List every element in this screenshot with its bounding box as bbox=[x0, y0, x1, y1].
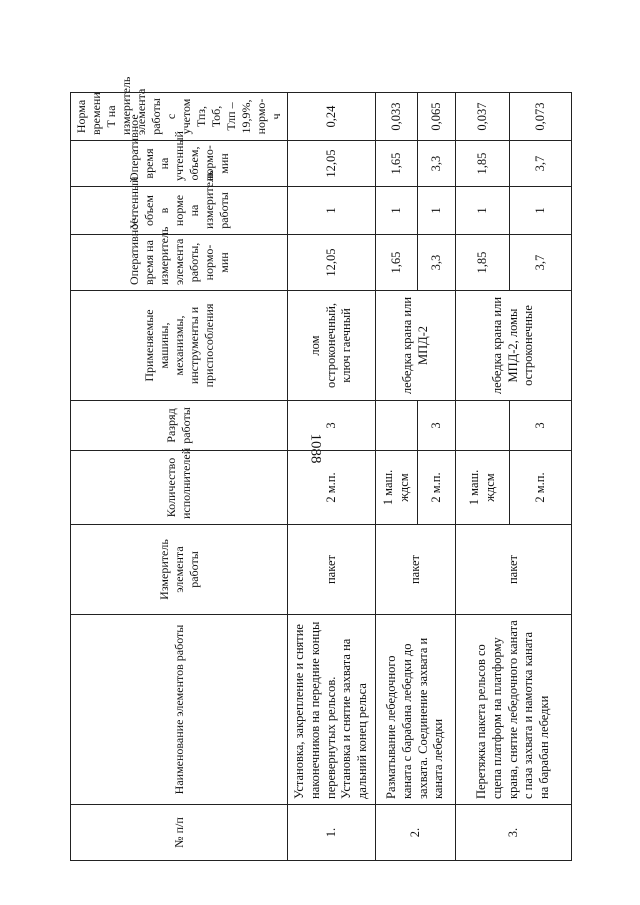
header-op-time-counted: Оперативное время на учтенный объем, нормо-мин bbox=[71, 141, 288, 187]
header-meter: Измеритель элемента работы bbox=[71, 525, 288, 615]
header-norm-time: Норма времени Т на измеритель элемента работы с учетом Тпз, Тоб, Тлп – 19,9%, нормо-ч bbox=[71, 93, 288, 141]
row-op-time-meter: 3,3 bbox=[418, 235, 456, 291]
row-performers: 2 м.п. bbox=[418, 451, 456, 525]
table-container bbox=[70, 76, 551, 861]
row-norm-time: 0,24 bbox=[288, 93, 376, 141]
row-op-time-counted: 3,3 bbox=[418, 141, 456, 187]
header-name: Наименование элементов работы bbox=[71, 615, 288, 805]
row-performers: 2 м.п. bbox=[288, 451, 376, 525]
row-count-in-norm: 1 bbox=[456, 187, 510, 235]
row-machines: лебедка крана или МПД-2 bbox=[376, 291, 456, 401]
table-row bbox=[376, 93, 418, 861]
row-norm-time: 0,033 bbox=[376, 93, 418, 141]
row-count-in-norm: 1 bbox=[376, 187, 418, 235]
row-num: 3. bbox=[456, 805, 572, 861]
row-op-time-counted: 3,7 bbox=[510, 141, 572, 187]
header-count-in-norm: Учтенный объем в норме на измеритель работы bbox=[71, 187, 288, 235]
row-performers: 1 маш. ждсм bbox=[376, 451, 418, 525]
row-num: 1. bbox=[288, 805, 376, 861]
row-norm-time: 0,073 bbox=[510, 93, 572, 141]
row-grade: 3 bbox=[288, 401, 376, 451]
header-num: № п/п bbox=[71, 805, 288, 861]
row-count-in-norm: 1 bbox=[418, 187, 456, 235]
row-norm-time: 0,065 bbox=[418, 93, 456, 141]
row-op-time-counted: 1,85 bbox=[456, 141, 510, 187]
row-count-in-norm: 1 bbox=[288, 187, 376, 235]
header-grade: Разряд работы bbox=[71, 401, 288, 451]
row-machines: лом остроконечный, ключ гаечный bbox=[288, 291, 376, 401]
row-meter: пакет bbox=[288, 525, 376, 615]
row-performers: 2 м.п. bbox=[510, 451, 572, 525]
row-grade bbox=[376, 401, 418, 451]
row-op-time-counted: 12,05 bbox=[288, 141, 376, 187]
rotated-table-frame bbox=[70, 76, 551, 861]
row-name: Разматывание лебедочного каната с барабана лебедки до захвата. Соединение захвата и каната лебедки bbox=[376, 615, 456, 805]
row-meter: пакет bbox=[456, 525, 572, 615]
header-performers: Количество исполнителей bbox=[71, 451, 288, 525]
row-norm-time: 0,037 bbox=[456, 93, 510, 141]
row-op-time-meter: 1,65 bbox=[376, 235, 418, 291]
row-num: 2. bbox=[376, 805, 456, 861]
header-row bbox=[71, 93, 288, 861]
row-machines: лебедка крана или МПД-2, ломы остроконечные bbox=[456, 291, 572, 401]
header-op-time-meter: Оперативное время на измеритель элемента работы, нормо-мин bbox=[71, 235, 288, 291]
row-meter: пакет bbox=[376, 525, 456, 615]
row-grade bbox=[456, 401, 510, 451]
row-op-time-meter: 12,05 bbox=[288, 235, 376, 291]
row-grade: 3 bbox=[418, 401, 456, 451]
row-count-in-norm: 1 bbox=[510, 187, 572, 235]
page-number: 1088 bbox=[307, 433, 324, 464]
row-performers: 1 маш. ждсм bbox=[456, 451, 510, 525]
header-machines: Применяемые машины, механизмы, инструменты и приспособления bbox=[71, 291, 288, 401]
norms-table bbox=[70, 76, 572, 861]
row-grade: 3 bbox=[510, 401, 572, 451]
table-row bbox=[288, 93, 376, 861]
row-op-time-counted: 1,65 bbox=[376, 141, 418, 187]
row-op-time-meter: 1,85 bbox=[456, 235, 510, 291]
row-op-time-meter: 3,7 bbox=[510, 235, 572, 291]
row-name: Установка, закрепление и снятие наконечников на передние концы перевернутых рельсов. Установка и снятие захвата на дальний конец рельса bbox=[288, 615, 376, 805]
table-row bbox=[456, 93, 510, 861]
row-name: Перетяжка пакета рельсов со сцепа платформ на платформу крана, снятие лебедочного каната с паза захвата и намотка каната на барабан лебедки bbox=[456, 615, 572, 805]
